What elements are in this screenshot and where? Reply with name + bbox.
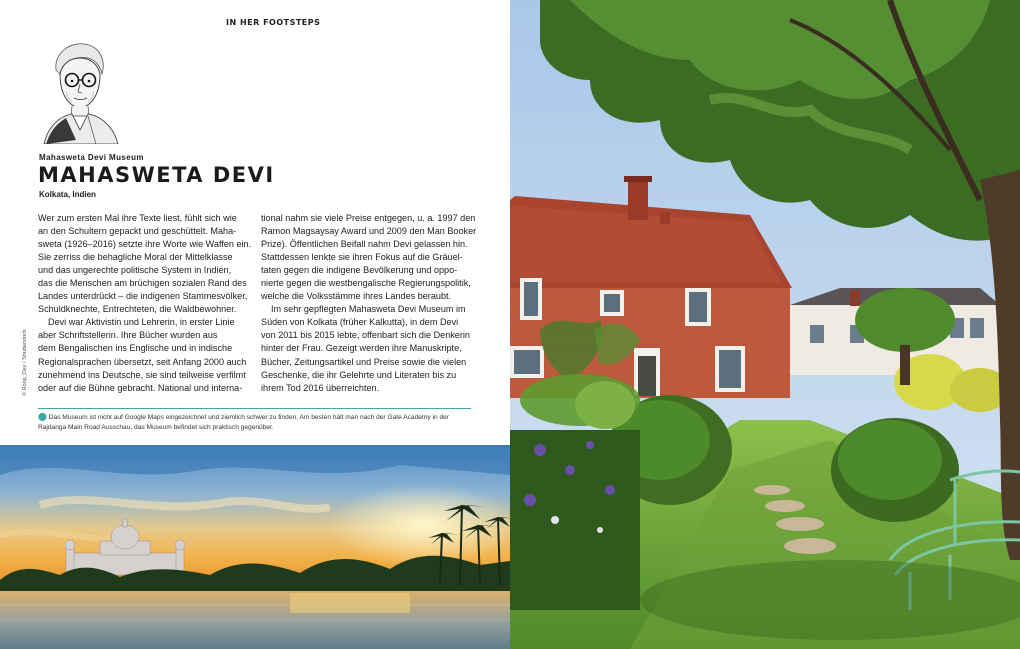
photo-credit: © Roop_Dey / Shutterstock [22, 329, 28, 396]
body-line: tional nahm sie viele Preise entgegen, u. a. 1997 den [261, 213, 476, 223]
body-line: Geschenke, die ihr Gelehrte und Literaten bis zu [261, 369, 457, 380]
body-line: hinter der Frau. Gezeigt werden ihre Manuskripte, [261, 343, 462, 354]
location-pin-icon: ⬤ [38, 412, 47, 421]
text-column-1 [38, 212, 250, 395]
body-line: zunehmend ins Deutsche, sie sind teilweise verfilmt [38, 369, 246, 380]
tip-divider [38, 408, 471, 409]
body-line: ihrem Tod 2016 überreichten. [261, 382, 380, 393]
body-line: das die Menschen am brüchigen sozialen Rand des [38, 278, 247, 289]
text-column-2 [261, 212, 477, 395]
body-line: Stattdessen lenkte sie ihren Fokus auf die Gräuel- [261, 252, 463, 263]
body-line: an den Schultern gepackt und geschüttelt. Maha- [38, 226, 237, 237]
body-line: oder auf die Bühne gebracht. National und interna- [38, 382, 243, 393]
body-line: von 2011 bis 2015 lebte, offenbart sich die Denkerin [261, 330, 470, 341]
museum-name: Mahasweta Devi Museum [39, 153, 144, 162]
travel-tip [38, 412, 474, 433]
body-line: Ramon Magsaysay Award und 2009 den Man Booker [261, 226, 477, 237]
body-line: taten gegen die indigene Bevölkerung und oppo- [261, 265, 458, 276]
body-line: Prize). Öffentlichen Beifall nahm Devi gelassen hin. [261, 239, 468, 250]
body-line: dem Bengalischen ins Englische und in indische [38, 343, 233, 354]
body-line: Sie zerriss die behagliche Moral der Mittelklasse [38, 252, 233, 263]
body-line: aber Schriftstellerin. Ihre Bücher wurden aus [38, 330, 218, 341]
tip-text-line-2: Rajdanga Main Road Ausschau, das Museum befindet sich praktisch gegenüber. [38, 424, 274, 431]
body-line: Schuldknechte, Entrechteten, die Waldbewohner. [38, 304, 237, 315]
city-label: Kolkata, Indien [39, 190, 96, 199]
body-line: und das ungerechte politische System in Indien, [38, 265, 232, 276]
body-line: Bücher, Zeitungsartikel und Preise sowie die vielen [261, 356, 467, 367]
cottage-garden-photo [510, 0, 1020, 649]
right-page [510, 0, 1020, 649]
body-line: sweta (1926–2016) setzte ihre Worte wie Waffen ein. [38, 239, 252, 250]
body-line: welche die Volksstämme ihres Landes beraubt. [261, 291, 452, 302]
running-head: IN HER FOOTSTEPS [226, 18, 321, 27]
body-line: nierte gegen die westbengalische Regierungspolitik, [261, 278, 471, 289]
body-line: Im sehr gepflegten Mahasweta Devi Museum im [271, 304, 466, 315]
victoria-memorial-sunset-photo [0, 445, 510, 649]
tip-text-line-1: Das Museum ist nicht auf Google Maps eingezeichnet und ziemlich schwer zu finden. Am besten hält man nach der Gate Academy in der [48, 414, 450, 421]
body-line: Wer zum ersten Mal ihre Texte liest, fühlt sich wie [38, 213, 237, 223]
author-portrait-illustration [36, 40, 122, 144]
body-line: Süden von Kolkata (früher Kalkutta), in dem Devi [261, 317, 459, 328]
author-name-heading: MAHASWETA DEVI [38, 163, 275, 187]
body-line: Regionalsprachen übersetzt, seit Anfang 2000 auch [38, 356, 247, 367]
body-line: Landes unterdrückt – die indigenen Stammesvölker, [38, 291, 248, 302]
body-line: Devi war Aktivistin und Lehrerin, in erster Linie [48, 317, 235, 328]
